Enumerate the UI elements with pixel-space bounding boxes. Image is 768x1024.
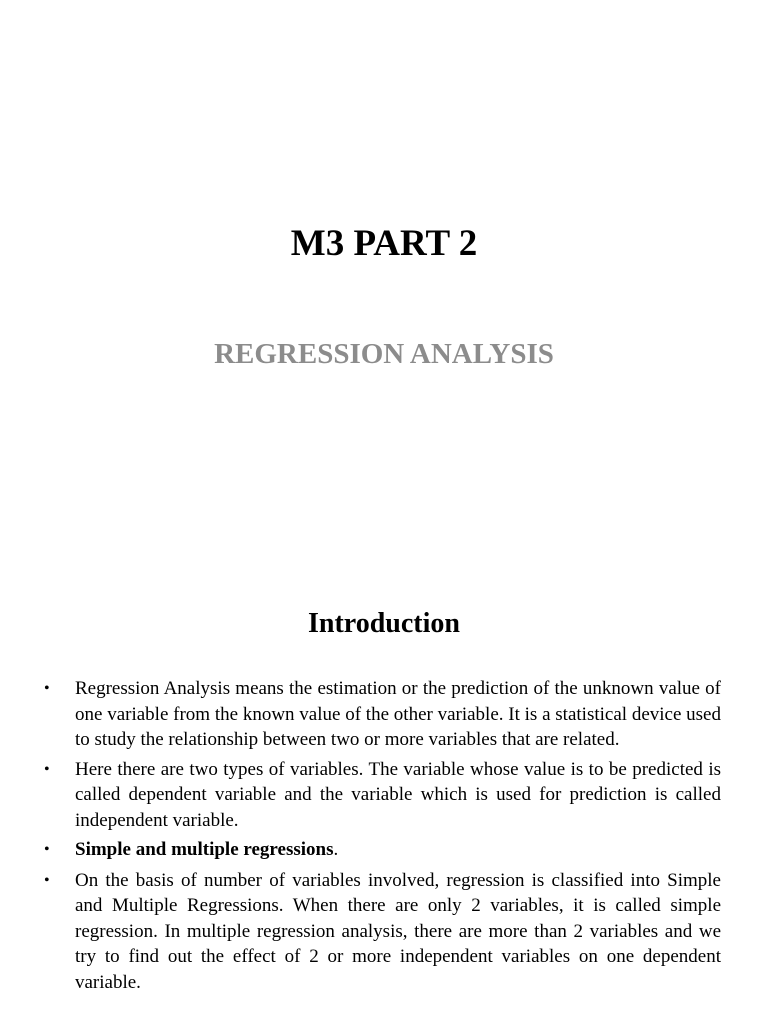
- bullet-icon: •: [44, 871, 50, 889]
- bullet-list: [0, 676, 768, 999]
- slide-title: M3 PART 2: [290, 223, 478, 264]
- list-item: [0, 837, 721, 863]
- list-item: [0, 868, 721, 996]
- bullet-icon: •: [44, 680, 50, 697]
- bullet-suffix: .: [333, 839, 339, 860]
- bullet-text: Here there are two types of variables. The variable whose value is to be predicted is called dependent variable and the variable which is used for prediction is called independent variable.: [75, 758, 721, 831]
- bullet-bold-text: Simple and multiple regressions: [75, 839, 334, 860]
- slide-subtitle: REGRESSION ANALYSIS: [214, 338, 554, 370]
- bullet-text: On the basis of number of variables involved, regression is classified into Simple and Multiple Regressions. When there are only 2 variables, it is called simple regression. In multiple regression analysis, there are more than 2 variables and we try to find out the effect of 2 or more independent variables on one dependent variable.: [75, 869, 721, 993]
- bullet-icon: •: [44, 760, 50, 778]
- list-item: [0, 757, 721, 834]
- bullet-text: Regression Analysis means the estimation or the prediction of the unknown value of one variable from the known value of the other variable. It is a statistical device used to study the relationship between two or more variables that are related.: [75, 678, 721, 750]
- list-item: [0, 676, 721, 753]
- bullet-icon: •: [44, 841, 50, 858]
- section-heading: Introduction: [308, 608, 460, 639]
